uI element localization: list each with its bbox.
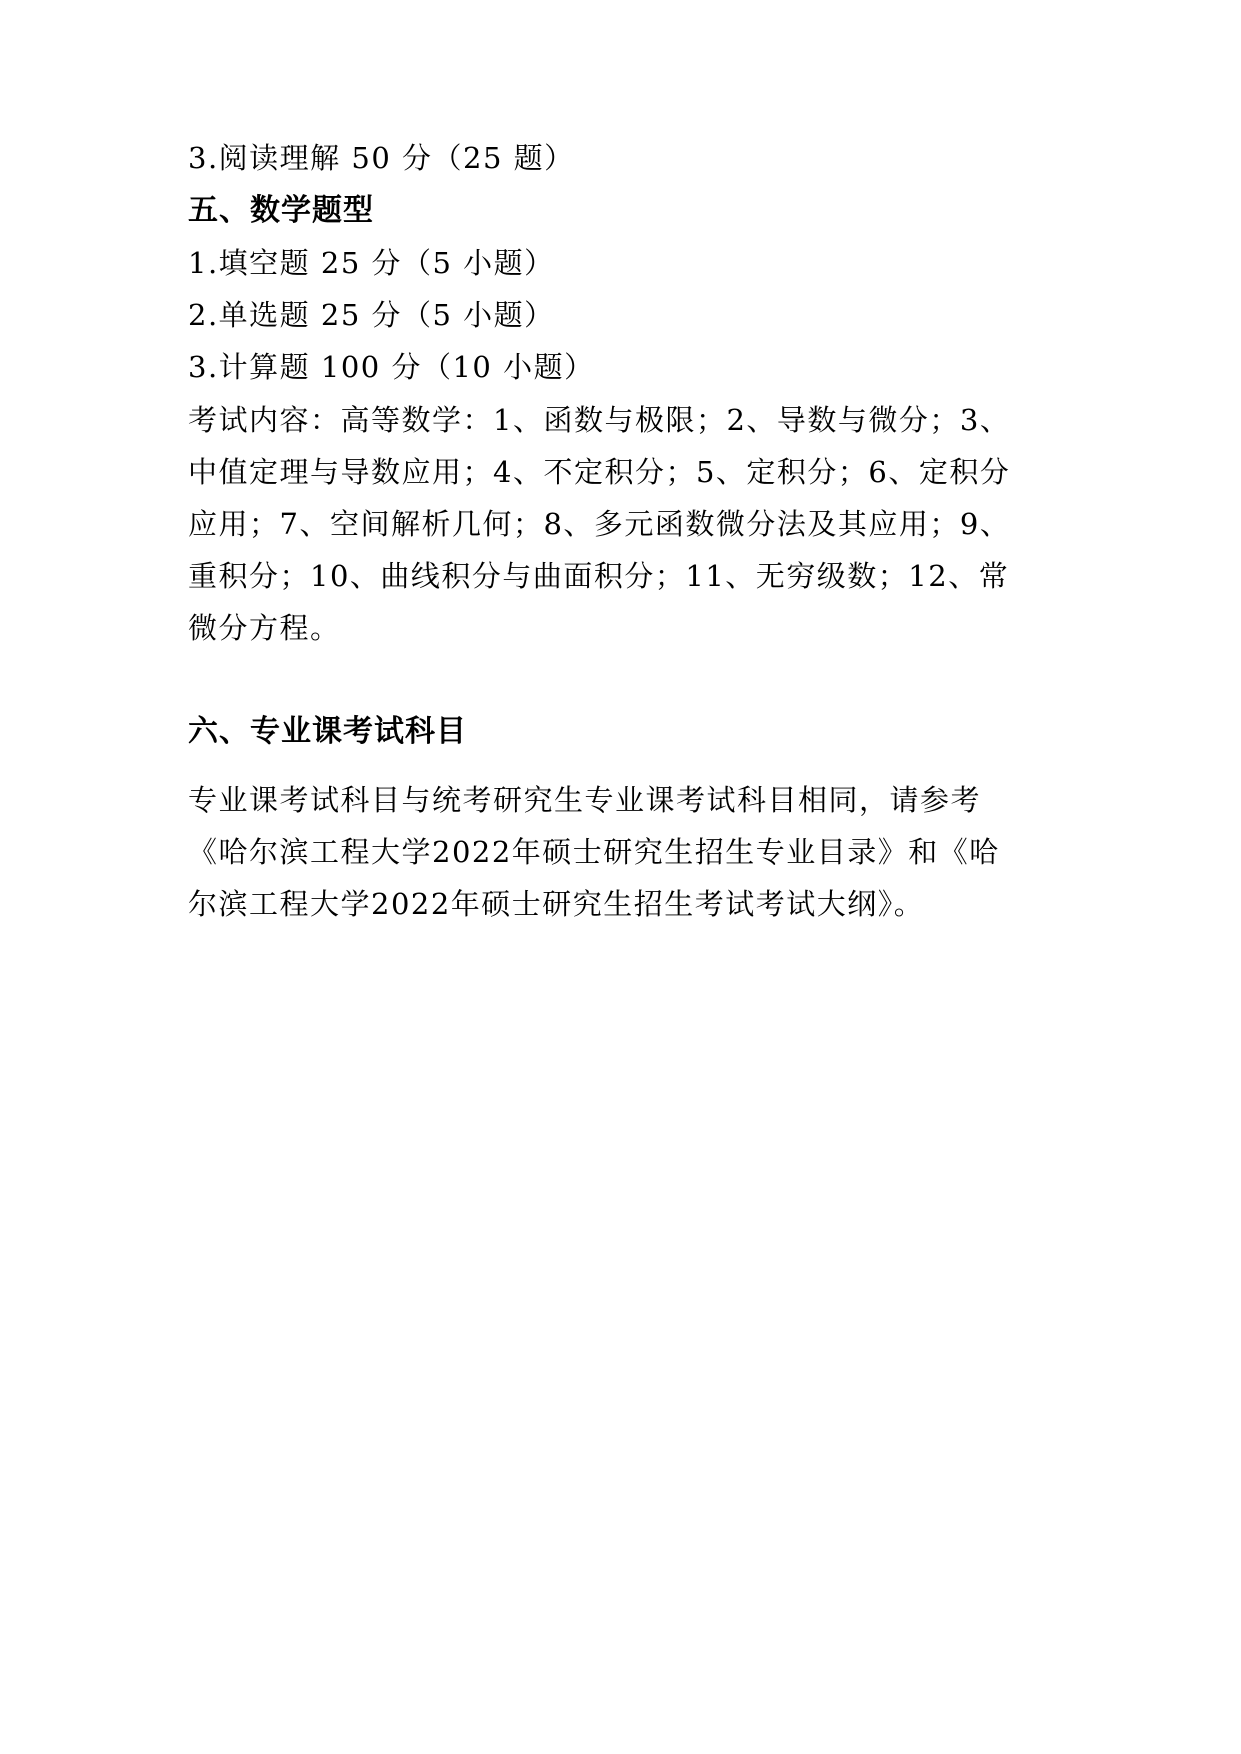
fill-blank-line: 1.填空题 25 分（5 小题） — [188, 246, 555, 280]
single-choice-line: 2.单选题 25 分（5 小题） — [188, 298, 555, 332]
exam-content-line-1: 考试内容：高等数学：1、函数与极限；2、导数与微分；3、 — [188, 403, 1011, 437]
major-section-heading: 六、专业课考试科目 — [188, 714, 467, 749]
reading-comprehension-line: 3.阅读理解 50 分（25 题） — [188, 141, 575, 175]
exam-content-line-2: 中值定理与导数应用；4、不定积分；5、定积分；6、定积分 — [188, 455, 1011, 489]
major-text-line-2: 《哈尔滨工程大学2022年硕士研究生招生专业目录》和《哈 — [188, 835, 1000, 869]
calculation-line: 3.计算题 100 分（10 小题） — [188, 350, 595, 384]
exam-content-line-4: 重积分；10、曲线积分与曲面积分；11、无穷级数；12、常 — [188, 559, 1010, 593]
math-section-heading: 五、数学题型 — [188, 193, 374, 228]
exam-content-line-3: 应用；7、空间解析几何；8、多元函数微分法及其应用；9、 — [188, 507, 1011, 541]
exam-content-line-5: 微分方程。 — [188, 611, 341, 645]
major-text-line-1: 专业课考试科目与统考研究生专业课考试科目相同，请参考 — [188, 783, 982, 817]
major-text-line-3: 尔滨工程大学2022年硕士研究生招生考试考试大纲》。 — [188, 887, 925, 921]
